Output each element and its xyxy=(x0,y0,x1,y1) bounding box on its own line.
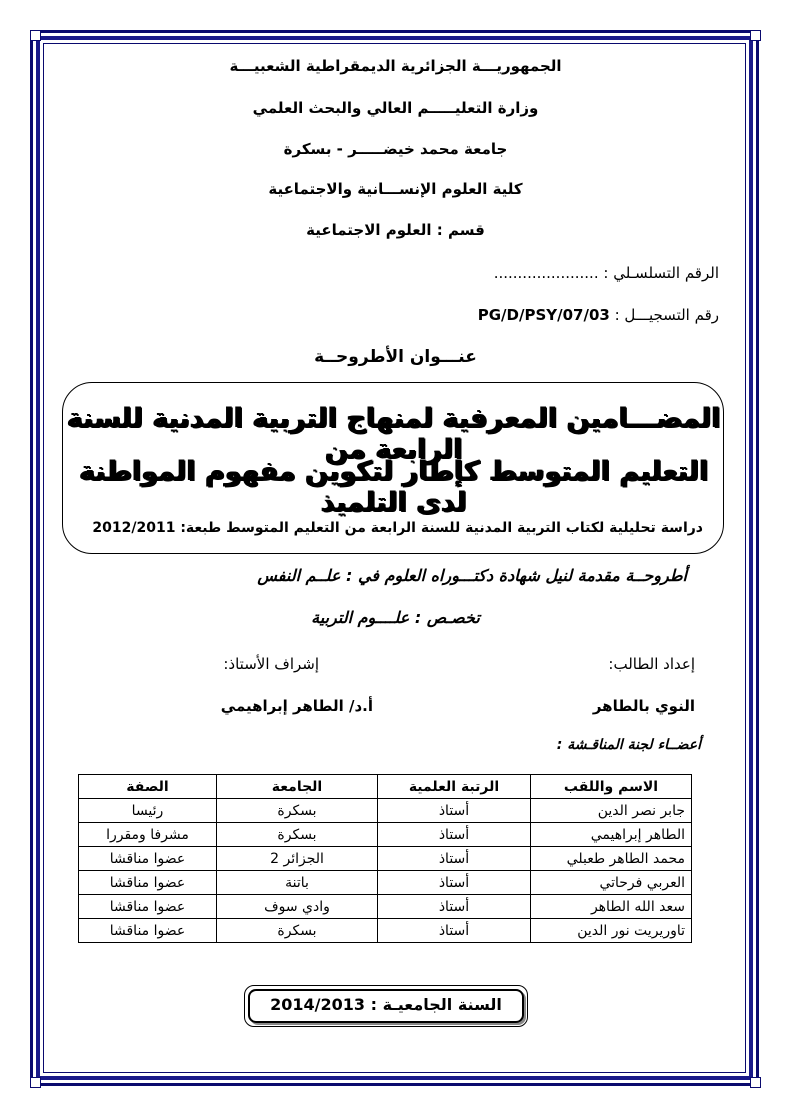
registration-number-field xyxy=(478,306,719,324)
column-header-role: الصفة xyxy=(79,775,217,799)
supervisor-name: أ.د/ الطاهر إبراهيمي xyxy=(220,697,373,715)
committee-table xyxy=(78,774,692,943)
member-university: باتنة xyxy=(217,871,378,895)
table-row xyxy=(79,895,692,919)
member-role: رئيسا xyxy=(79,799,217,823)
member-name: جابر نصر الدين xyxy=(531,799,692,823)
thesis-title-heading: عنـــوان الأطروحــة xyxy=(314,347,477,367)
member-name: العربي فرحاتي xyxy=(531,871,692,895)
member-university: وادي سوف xyxy=(217,895,378,919)
student-label: إعداد الطالب: xyxy=(608,655,695,673)
member-role: عضوا مناقشا xyxy=(79,847,217,871)
academic-year-label: السنة الجامعيـة : xyxy=(370,995,502,1014)
column-header-rank: الرتبة العلمية xyxy=(378,775,531,799)
thesis-title-line-1: المضـــامين المعرفية لمنهاج التربية المدنية للسنة الرابعة من xyxy=(67,403,721,465)
member-university: بسكرة xyxy=(217,823,378,847)
study-description xyxy=(92,520,703,536)
member-role: عضوا مناقشا xyxy=(79,871,217,895)
corner-ornament xyxy=(750,30,761,41)
registration-number-label: رقم التسجيـــل : xyxy=(614,306,719,324)
serial-number-label: الرقم التسلسـلي : xyxy=(603,264,719,282)
member-role: عضوا مناقشا xyxy=(79,895,217,919)
column-header-name: الاسم واللقب xyxy=(531,775,692,799)
table-row xyxy=(79,847,692,871)
member-university: بسكرة xyxy=(217,799,378,823)
republic-heading: الجمهوريـــة الجزائرية الديمقراطية الشعبيـــة xyxy=(229,57,562,75)
member-rank: أستاذ xyxy=(378,895,531,919)
registration-number-value: 03/PG/D/PSY/07 xyxy=(477,306,610,324)
member-name: تاوريريت نور الدين xyxy=(531,919,692,943)
committee-label: أعضــاء لجنة المناقـشة : xyxy=(556,737,701,753)
academic-year-box xyxy=(244,985,528,1027)
degree-statement: أطروحــة مقدمة لنيل شهادة دكتـــوراه العلوم في : علــم النفس xyxy=(257,566,687,585)
corner-ornament xyxy=(750,1077,761,1088)
member-rank: أستاذ xyxy=(378,919,531,943)
table-row xyxy=(79,823,692,847)
academic-year xyxy=(245,995,527,1014)
member-rank: أستاذ xyxy=(378,847,531,871)
academic-year-value: 2014/2013 xyxy=(270,995,366,1014)
member-role: عضوا مناقشا xyxy=(79,919,217,943)
member-name: محمد الطاهر طعبلي xyxy=(531,847,692,871)
study-edition: 2012/2011 xyxy=(92,520,176,536)
faculty-heading: كلية العلوم الإنســـانية والاجتماعية xyxy=(268,180,523,198)
corner-ornament xyxy=(30,30,41,41)
member-rank: أستاذ xyxy=(378,871,531,895)
table-row xyxy=(79,871,692,895)
specialty-statement: تخصـص : علــــوم التربية xyxy=(311,608,480,627)
university-heading: جامعة محمد خيضـــــر - بسكرة xyxy=(283,140,508,158)
member-name: سعد الله الطاهر xyxy=(531,895,692,919)
supervisor-label: إشراف الأستاذ: xyxy=(223,655,319,673)
member-university: الجزائر 2 xyxy=(217,847,378,871)
serial-number-field xyxy=(494,264,719,282)
department-heading: قسم : العلوم الاجتماعية xyxy=(306,221,485,239)
thesis-title-line-2: التعليم المتوسط كإطار لتكوين مفهوم المواطنة لدى التلميذ xyxy=(79,456,709,518)
table-header-row xyxy=(79,775,692,799)
member-university: بسكرة xyxy=(217,919,378,943)
student-name: النوي بالطاهر xyxy=(592,697,695,715)
study-label: دراسة تحليلية لكتاب التربية المدنية للسنة الرابعة من التعليم المتوسط طبعة: xyxy=(180,520,703,536)
column-header-university: الجامعة xyxy=(217,775,378,799)
member-rank: أستاذ xyxy=(378,799,531,823)
member-role: مشرفا ومقررا xyxy=(79,823,217,847)
member-rank: أستاذ xyxy=(378,823,531,847)
serial-number-value: ...................... xyxy=(493,264,599,282)
thesis-title-box xyxy=(62,382,724,554)
table-row xyxy=(79,799,692,823)
table-row xyxy=(79,919,692,943)
ministry-heading: وزارة التعليـــــم العالي والبحث العلمي xyxy=(252,99,539,117)
corner-ornament xyxy=(30,1077,41,1088)
member-name: الطاهر إبراهيمي xyxy=(531,823,692,847)
